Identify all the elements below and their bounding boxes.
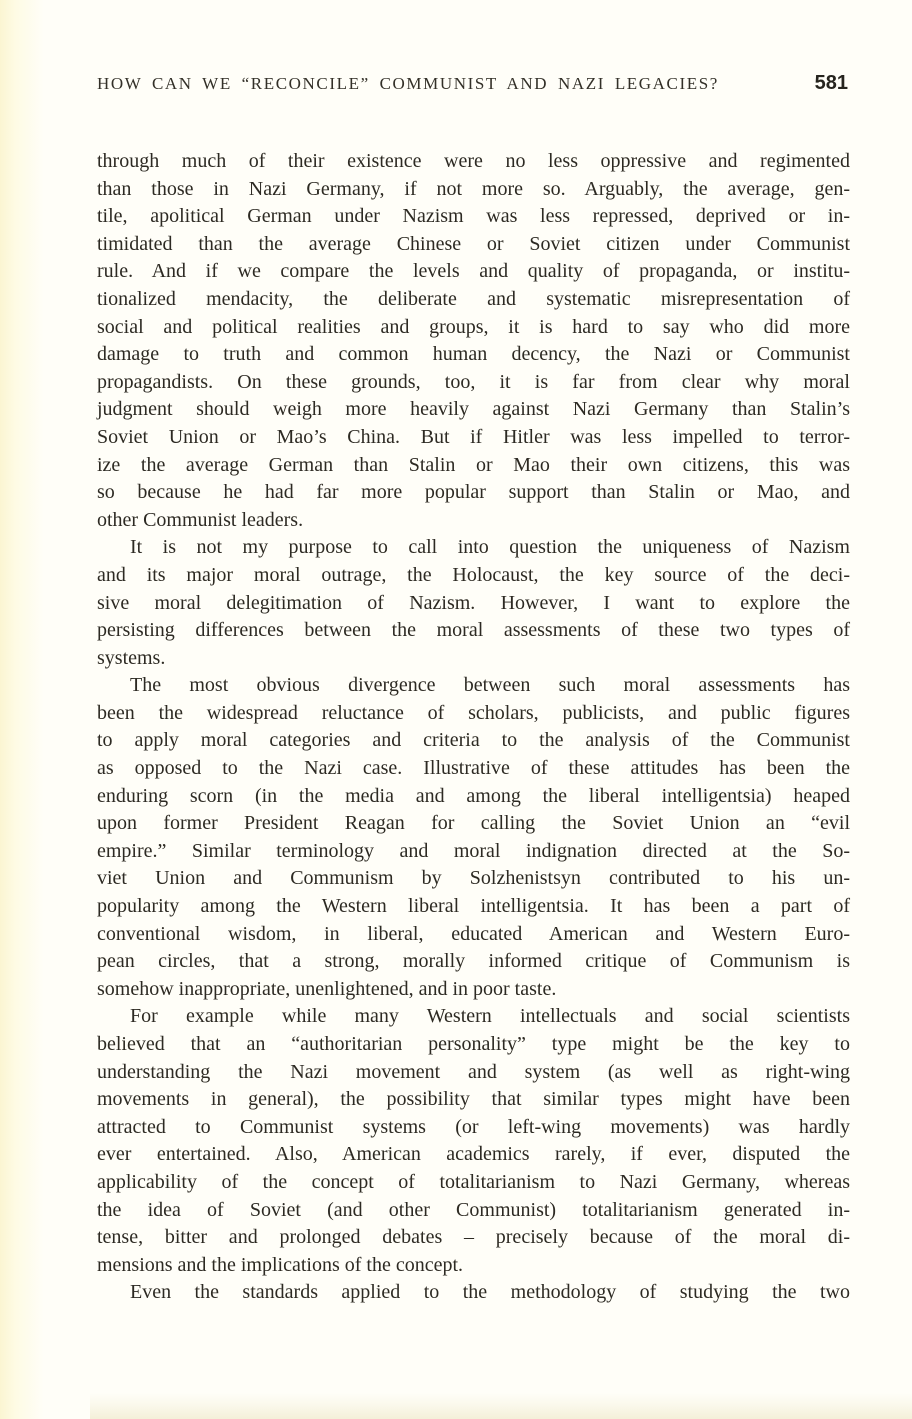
text-line: propagandists. On these grounds, too, it is far from clear why moral bbox=[97, 370, 850, 393]
paragraph bbox=[97, 148, 850, 534]
text-line: tense, bitter and prolonged debates – precisely because of the moral di- bbox=[97, 1226, 850, 1249]
text-line: been the widespread reluctance of scholars, publicists, and public figures bbox=[97, 701, 850, 724]
text-line: believed that an “authoritarian personality” type might be the key to bbox=[97, 1033, 850, 1055]
page-number: 581 bbox=[814, 72, 848, 94]
paragraph bbox=[97, 1003, 850, 1279]
text-line: For example while many Western intellectuals and social scientists bbox=[130, 1005, 850, 1028]
text-line: damage to truth and common human decency, the Nazi or Communist bbox=[97, 343, 850, 366]
paragraph bbox=[97, 1279, 850, 1307]
text-line: enduring scorn (in the media and among the liberal intelligentsia) heaped bbox=[97, 784, 850, 807]
text-line: judgment should weigh more heavily against Nazi Germany than Stalin’s bbox=[97, 398, 850, 421]
page-left-edge-shadow bbox=[0, 0, 44, 1419]
text-line: persisting differences between the moral assessments of these two types of bbox=[97, 619, 850, 642]
text-line: rule. And if we compare the levels and quality of propaganda, or institu- bbox=[97, 260, 850, 283]
page-body bbox=[97, 148, 850, 1307]
text-line: popularity among the Western liberal intelligentsia. It has been a part of bbox=[97, 895, 850, 918]
text-line: movements in general), the possibility that similar types might have been bbox=[97, 1088, 850, 1111]
text-line: upon former President Reagan for calling the Soviet Union an “evil bbox=[97, 812, 850, 835]
text-line: Soviet Union or Mao’s China. But if Hitler was less impelled to terror- bbox=[97, 425, 850, 448]
paragraph bbox=[97, 672, 850, 1003]
text-line: systems. bbox=[97, 646, 166, 669]
text-line: It is not my purpose to call into question the uniqueness of Nazism bbox=[130, 536, 850, 559]
text-line: tionalized mendacity, the deliberate and systematic misrepresentation of bbox=[97, 287, 850, 310]
text-line: attracted to Communist systems (or left-wing movements) was hardly bbox=[97, 1115, 850, 1138]
text-line: sive moral delegitimation of Nazism. However, I want to explore the bbox=[97, 591, 850, 614]
page-bottom-shadow bbox=[90, 1393, 912, 1419]
text-line: than those in Nazi Germany, if not more so. Arguably, the average, gen- bbox=[97, 177, 850, 200]
text-line: pean circles, that a strong, morally informed critique of Communism is bbox=[97, 950, 850, 973]
text-line: viet Union and Communism by Solzhenistsyn contributed to his un- bbox=[97, 867, 850, 890]
text-line: through much of their existence were no less oppressive and regimented bbox=[97, 150, 850, 172]
text-line: social and political realities and groups, it is hard to say who did more bbox=[97, 315, 850, 338]
text-line: as opposed to the Nazi case. Illustrative of these attitudes has been the bbox=[97, 757, 850, 780]
text-line: the idea of Soviet (and other Communist) totalitarianism generated in- bbox=[97, 1198, 850, 1221]
text-line: timidated than the average Chinese or Soviet citizen under Communist bbox=[97, 232, 850, 255]
text-line: ize the average German than Stalin or Mao their own citizens, this was bbox=[97, 453, 850, 476]
header-title: HOW CAN WE “RECONCILE” COMMUNIST AND NAZI LEGACIES? bbox=[97, 74, 719, 93]
text-line: somehow inappropriate, unenlightened, and in poor taste. bbox=[97, 977, 557, 1000]
text-line: so because he had far more popular support than Stalin or Mao, and bbox=[97, 481, 850, 504]
text-line: Even the standards applied to the methodology of studying the two bbox=[130, 1281, 850, 1304]
text-line: understanding the Nazi movement and system (as well as right-wing bbox=[97, 1060, 850, 1083]
text-line: applicability of the concept of totalitarianism to Nazi Germany, whereas bbox=[97, 1170, 850, 1193]
text-line: other Communist leaders. bbox=[97, 508, 304, 531]
text-line: empire.” Similar terminology and moral indignation directed at the So- bbox=[97, 839, 850, 862]
text-line: mensions and the implications of the concept. bbox=[97, 1253, 464, 1276]
text-line: and its major moral outrage, the Holocaust, the key source of the deci- bbox=[97, 563, 850, 586]
text-line: ever entertained. Also, American academics rarely, if ever, disputed the bbox=[97, 1143, 850, 1166]
running-header bbox=[97, 72, 848, 95]
text-line: to apply moral categories and criteria to the analysis of the Communist bbox=[97, 729, 850, 752]
text-line: tile, apolitical German under Nazism was less repressed, deprived or in- bbox=[97, 205, 850, 228]
paragraph bbox=[97, 534, 850, 672]
text-line: conventional wisdom, in liberal, educated American and Western Euro- bbox=[97, 922, 850, 945]
text-line: The most obvious divergence between such moral assessments has bbox=[130, 674, 850, 697]
